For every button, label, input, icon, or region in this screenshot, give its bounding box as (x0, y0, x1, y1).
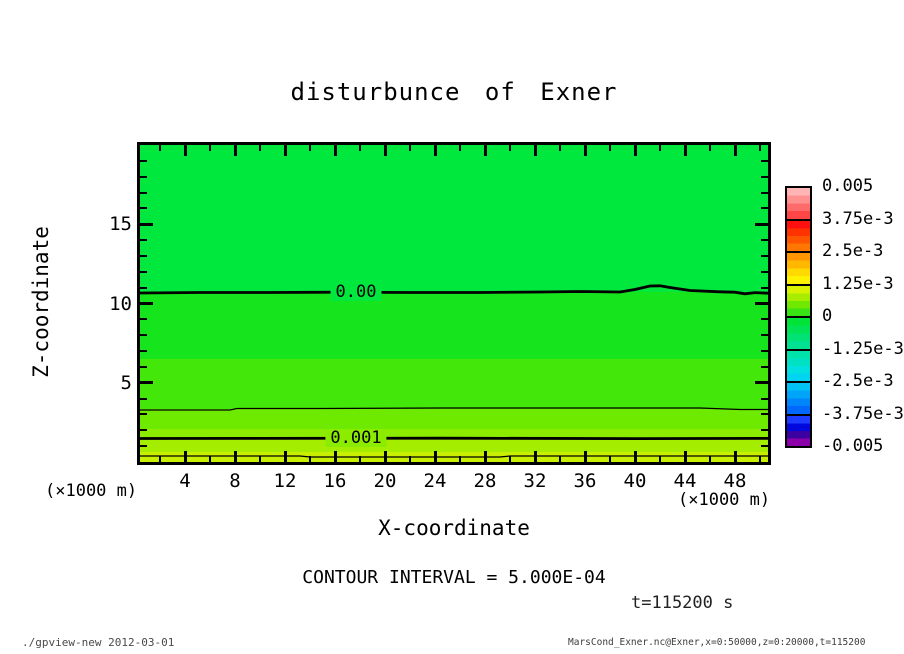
contour-labels-layer (140, 145, 768, 462)
z-tick-label: 5 (120, 371, 132, 394)
x-tick-label: 20 (373, 470, 397, 492)
colorbar-tick-label: -1.25e-3 (822, 338, 904, 359)
colorbar-tick-label: 1.25e-3 (822, 273, 894, 294)
x-tick-label: 28 (473, 470, 497, 492)
x-tick-label: 24 (423, 470, 447, 492)
colorbar-segment (785, 316, 812, 351)
colorbar-tick-label: 0 (822, 306, 833, 326)
colorbar-tick-label: -3.75e-3 (822, 403, 904, 424)
colorbar-segment (785, 414, 812, 449)
colorbar-tick-label: 2.5e-3 (822, 241, 884, 261)
z-tick-label: 10 (109, 292, 132, 315)
colorbar-segment (785, 186, 812, 221)
x-axis-unit: (×1000 m) (678, 490, 771, 510)
colorbar-tick-label: 0.005 (822, 176, 874, 196)
colorbar-segment (785, 349, 812, 384)
colorbar-tick-label: -2.5e-3 (822, 371, 894, 391)
x-tick-label: 40 (623, 470, 647, 492)
x-tick-label: 16 (323, 470, 347, 492)
colorbar-segment (785, 284, 812, 319)
x-tick-label: 4 (179, 470, 191, 492)
z-tick-label: 15 (109, 213, 132, 236)
x-tick-label: 48 (723, 470, 747, 492)
z-axis-unit: (×1000 m) (45, 481, 138, 501)
colorbar-segment (785, 251, 812, 286)
plot-area (137, 142, 771, 465)
colorbar-segment (785, 219, 812, 254)
colorbar-tick-label: 3.75e-3 (822, 208, 894, 229)
contour-line-label: 0.00 (331, 283, 382, 301)
time-caption: t=115200 s (631, 593, 734, 613)
x-tick-label: 44 (673, 470, 697, 492)
x-tick-label: 36 (573, 470, 597, 492)
contour-interval-caption: CONTOUR INTERVAL = 5.000E-04 (302, 567, 606, 588)
footer-datasource-text: MarsCond_Exner.nc@Exner,x=0:50000,z=0:20000,t=115200 (568, 637, 866, 648)
colorbar-tick-label: -0.005 (822, 436, 884, 456)
chart-title: disturbunce of Exner (290, 78, 618, 106)
x-tick-label: 8 (229, 470, 241, 492)
x-axis-label: X-coordinate (378, 516, 530, 540)
x-tick-label: 12 (273, 470, 297, 492)
x-tick-label: 32 (523, 470, 547, 492)
contour-line-label: 0.001 (325, 429, 386, 447)
colorbar-segment (785, 381, 812, 416)
footer-command-text: ./gpview-new 2012-03-01 (22, 636, 175, 649)
z-axis-label: Z-coordinate (29, 226, 53, 378)
